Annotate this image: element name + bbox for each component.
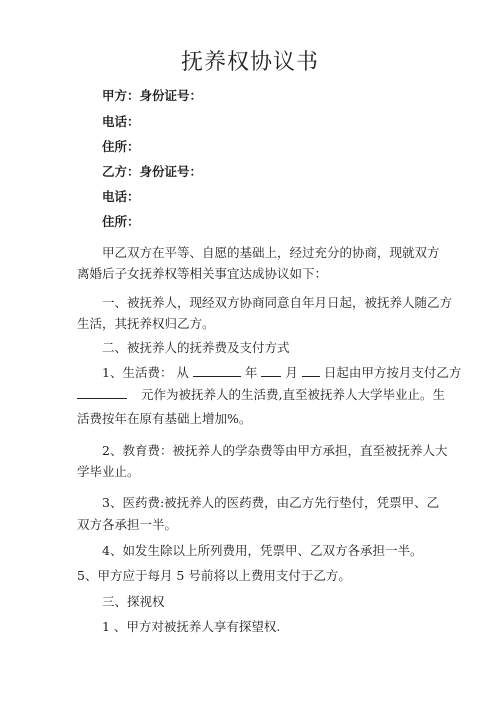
month-label: 月 [285,365,298,380]
clause-1-line-1: 一、被抚养人，现经双方协商同意自年月日起，被抚养人随乙方 [102,295,453,310]
living-expense-line-1 [102,363,461,381]
intro-line-2: 离婚后子女抚养权等相关事宜达成协议如下： [77,266,328,281]
other-fees-line: 4、如发生除以上所列费用，凭票甲、乙双方各承担一半。 [102,543,423,558]
monthly-amount-blank[interactable] [77,386,127,399]
clause-1-line-2: 生活，其抚养权归乙方。 [77,316,215,331]
start-month-blank[interactable] [261,364,281,377]
clause-3-heading: 三、探视权 [102,594,165,609]
visitation-right-line: 1 、甲方对被抚养人享有探望权. [102,619,281,634]
living-expense-suffix: 日起由甲方按月支付乙方 [323,365,462,380]
medical-fee-line-2: 双方各承担一半。 [77,517,178,532]
party-b-id-label: 乙方：身份证号： [102,164,203,179]
payment-deadline-line: 5、甲方应于每月 5 号前将以上费用支付于乙方。 [77,568,351,583]
living-expense-line-3: 活费按年在原有基础上增加%。 [77,411,252,426]
party-a-phone-label: 电话： [102,114,140,129]
start-year-blank[interactable] [193,364,241,377]
intro-line-1: 甲乙双方在平等、自愿的基础上，经过充分的协商，现就双方 [102,245,440,260]
living-expense-line-2-text: 元作为被抚养人的生活费,直至被抚养人大学毕业止。生 [140,387,445,402]
clause-2-heading: 二、被抚养人的抚养费及支付方式 [102,340,290,355]
education-fee-line-2: 学毕业止。 [77,464,140,479]
document-title: 抚养权协议书 [180,50,319,75]
living-expense-line-2 [77,385,445,403]
party-b-address-label: 住所： [102,214,140,229]
party-a-id-label: 甲方：身份证号： [102,88,203,103]
party-a-address-label: 住所： [102,139,140,154]
party-b-phone-label: 电话： [102,189,140,204]
year-label: 年 [244,365,258,380]
living-expense-prefix: 1、生活费： 从 [102,365,189,380]
medical-fee-line-1: 3、医药费:被抚养人的医药费，由乙方先行垫付，凭票甲、乙 [102,495,440,510]
start-day-blank[interactable] [302,364,320,377]
education-fee-line-1: 2、教育费：被抚养人的学杂费等由甲方承担，直至被抚养人大 [102,443,448,458]
